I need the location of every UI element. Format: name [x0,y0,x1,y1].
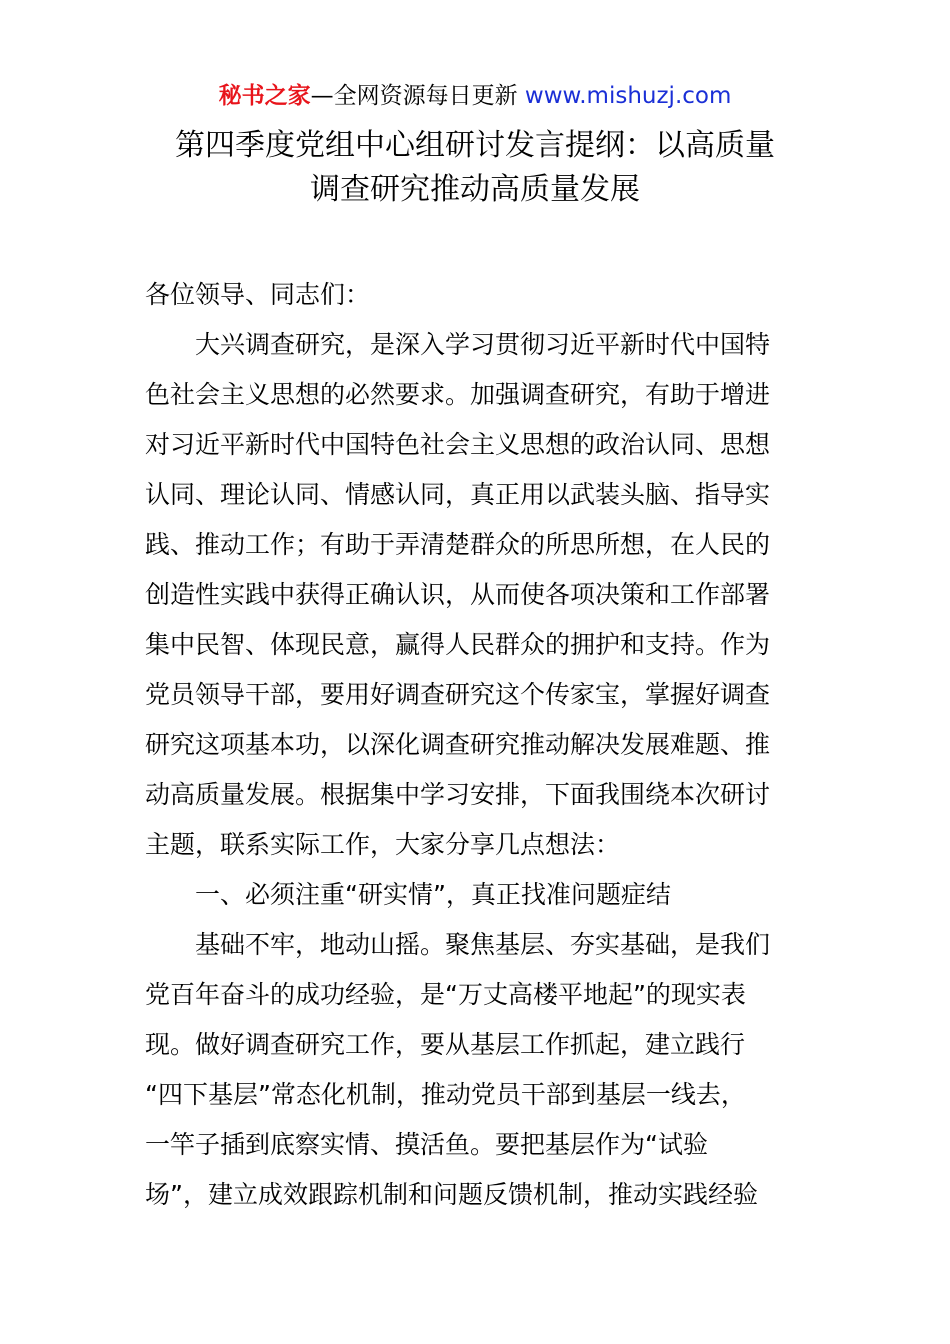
paragraph-line: 党百年奋斗的成功经验，是“万丈高楼平地起”的现实表 [145,980,746,1009]
paragraph-line: 研究这项基本功，以深化调查研究推动解决发展难题、推 [145,730,771,759]
section-heading: 一、必须注重“研实情”，真正找准问题症结 [195,880,671,909]
greeting: 各位领导、同志们： [145,280,371,309]
header-tagline: —全网资源每日更新 [310,83,525,109]
paragraph-line: 色社会主义思想的必然要求。加强调查研究，有助于增进 [145,380,771,409]
paragraph-line: 场”，建立成效跟踪机制和问题反馈机制，推动实践经验 [145,1180,758,1209]
paragraph-line: “四下基层”常态化机制，推动党员干部到基层一线去， [145,1080,746,1109]
paragraph-line: 认同、理论认同、情感认同，真正用以武装头脑、指导实 [145,480,771,509]
paragraph-line: 党员领导干部，要用好调查研究这个传家宝，掌握好调查 [145,680,771,709]
paragraph-line: 主题，联系实际工作，大家分享几点想法： [145,830,621,859]
paragraph-line: 践、推动工作；有助于弄清楚群众的所思所想，在人民的 [145,530,771,559]
paragraph-line: 创造性实践中获得正确认识，从而使各项决策和工作部署 [145,580,771,609]
paragraph-line: 基础不牢，地动山摇。聚焦基层、夯实基础，是我们 [195,930,771,959]
paragraph-line: 一竿子插到底察实情、摸活鱼。要把基层作为“试验 [145,1130,708,1159]
title-line-1: 第四季度党组中心组研讨发言提纲：以高质量 [175,128,775,163]
document-title [0,124,950,212]
paragraph-line: 动高质量发展。根据集中学习安排，下面我围绕本次研讨 [145,780,771,809]
site-url-link[interactable]: www.mishuzj.com [524,83,732,109]
paragraph-line: 对习近平新时代中国特色社会主义思想的政治认同、思想 [145,430,771,459]
paragraph-line: 集中民智、体现民意，赢得人民群众的拥护和支持。作为 [145,630,771,659]
brand-name: 秘书之家 [218,83,311,109]
paragraph-line: 大兴调查研究，是深入学习贯彻习近平新时代中国特 [195,330,771,359]
paragraph-line: 现。做好调查研究工作，要从基层工作抓起，建立践行 [145,1030,746,1059]
site-header [0,80,950,112]
document-body [145,270,807,1220]
title-line-2: 调查研究推动高质量发展 [310,172,640,207]
